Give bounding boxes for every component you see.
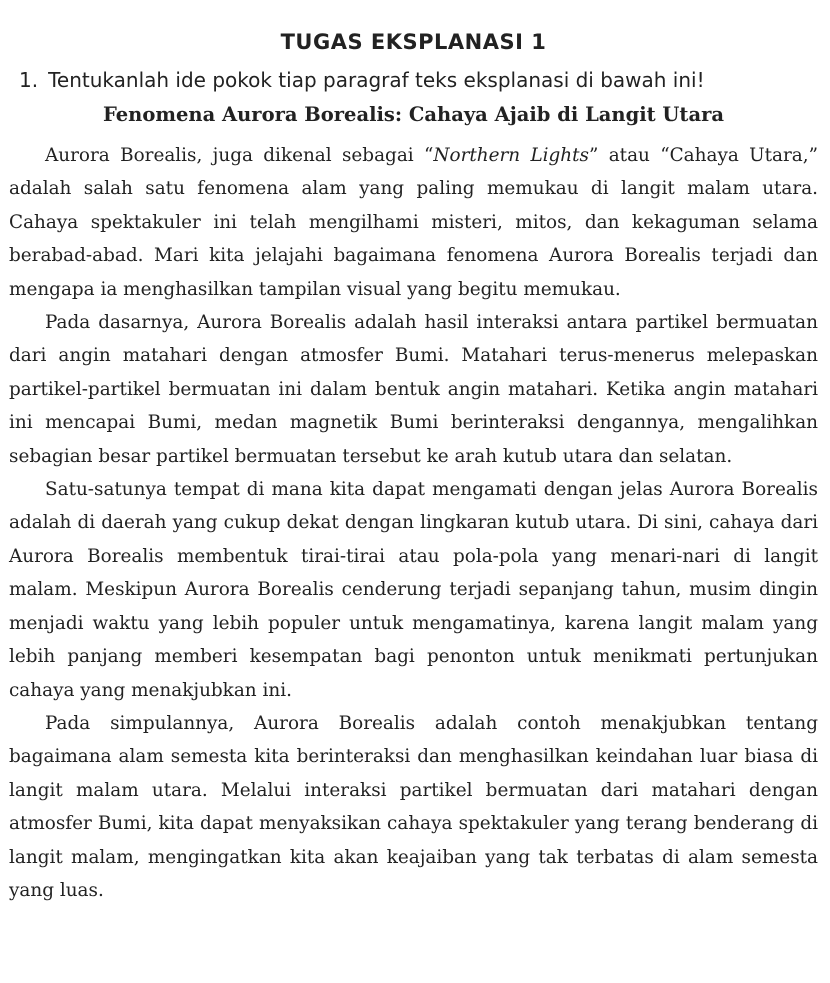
paragraph-1 (9, 139, 818, 306)
instruction-text: Tentukanlah ide pokok tiap paragraf teks eksplanasi di bawah ini! (48, 68, 705, 92)
paragraph-1-italic-term: Northern Lights (433, 145, 589, 166)
instruction-number: 1. (19, 68, 39, 92)
paragraph-1-text-end: ” atau “Cahaya Utara,” adalah salah satu fenomena alam yang paling memukau di langit malam utara. Cahaya spektakuler ini telah mengilhami misteri, mitos, dan kekaguman selama berabad-abad. Mari kita jelajahi bagaimana fenomena Aurora Borealis terjadi dan mengapa ia menghasilkan tampilan visual yang begitu memukau. (9, 145, 818, 300)
paragraph-4: Pada simpulannya, Aurora Borealis adalah contoh menakjubkan tentang bagaimana alam semesta kita berinteraksi dan menghasilkan keindahan luar biasa di langit malam utara. Melalui interaksi partikel bermuatan dari matahari dengan atmosfer Bumi, kita dapat menyaksikan cahaya spektakuler yang terang benderang di langit malam, mengingatkan kita akan keajaiban yang tak terbatas di alam semesta yang luas. (9, 712, 818, 901)
document-title: TUGAS EKSPLANASI 1 (280, 30, 547, 54)
instruction (19, 66, 818, 94)
article-title: Fenomena Aurora Borealis: Cahaya Ajaib di Langit Utara (102, 103, 724, 126)
paragraph-2: Pada dasarnya, Aurora Borealis adalah hasil interaksi antara partikel bermuatan dari angin matahari dengan atmosfer Bumi. Matahari terus-menerus melepaskan partikel-partikel bermuatan ini dalam bentuk angin matahari. Ketika angin matahari ini mencapai Bumi, medan magnetik Bumi berinteraksi dengannya, mengalihkan sebagian besar partikel bermuatan tersebut ke arah kutub utara dan selatan. (9, 312, 818, 467)
paragraph-3: Satu-satunya tempat di mana kita dapat mengamati dengan jelas Aurora Borealis adalah di daerah yang cukup dekat dengan lingkaran kutub utara. Di sini, cahaya dari Aurora Borealis membentuk tirai-tirai atau pola-pola yang menari-nari di langit malam. Meskipun Aurora Borealis cenderung terjadi sepanjang tahun, musim dingin menjadi waktu yang lebih populer untuk mengamatinya, karena langit malam yang lebih panjang memberi kesempatan bagi penonton untuk menikmati pertunjukan cahaya yang menakjubkan ini. (9, 479, 818, 701)
paragraph-1-text-start: Aurora Borealis, juga dikenal sebagai “ (45, 145, 434, 166)
